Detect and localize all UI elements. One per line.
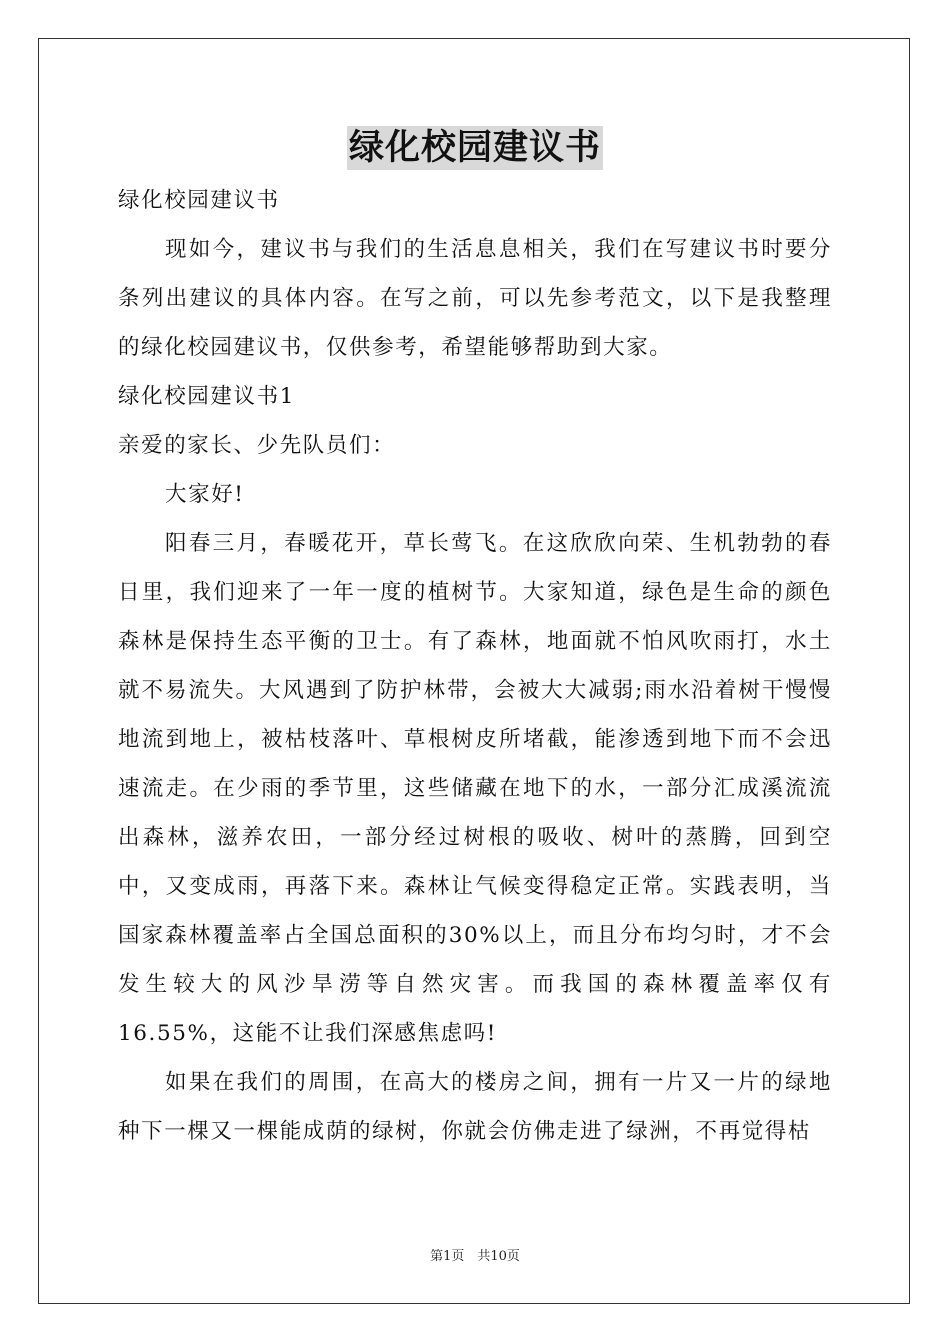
- page-number: 第1页 共10页: [430, 1249, 520, 1264]
- section-heading: 绿化校园建议书1: [118, 384, 295, 409]
- body-paragraph: 如果在我们的周围，在高大的楼房之间，拥有一片又一片的绿地种下一棵又一棵能成荫的绿树，你就会仿佛走进了绿洲，不再觉得枯: [118, 1070, 832, 1144]
- intro-paragraph: 现如今，建议书与我们的生活息息相关，我们在写建议书时要分条列出建议的具体内容。在写之前，可以先参考范文，以下是我整理的绿化校园建议书，仅供参考，希望能够帮助到大家。: [118, 237, 832, 360]
- document-body: [118, 176, 832, 1156]
- greeting: 大家好!: [165, 482, 245, 507]
- body-heading: 绿化校园建议书: [118, 188, 280, 213]
- salutation: 亲爱的家长、少先队员们：: [118, 433, 396, 458]
- document-title: 绿化校园建议书: [348, 128, 601, 168]
- title-container: [0, 126, 950, 170]
- body-paragraph: 阳春三月，春暖花开，草长莺飞。在这欣欣向荣、生机勃勃的春日里，我们迎来了一年一度的植树节。大家知道，绿色是生命的颜色森林是保持生态平衡的卫士。有了森林，地面就不怕风吹雨打，水土就不易流失。大风遇到了防护林带，会被大大减弱;雨水沿着树干慢慢地流到地上，被枯枝落叶、草根树皮所堵截，能渗透到地下而不会迅速流走。在少雨的季节里，这些储藏在地下的水，一部分汇成溪流流出森林，滋养农田，一部分经过树根的吸收、树叶的蒸腾，回到空中，又变成雨，再落下来。森林让气候变得稳定正常。实践表明，当国家森林覆盖率占全国总面积的30%以上，而且分布均匀时，才不会发生较大的风沙旱涝等自然灾害。而我国的森林覆盖率仅有16.55%，这能不让我们深感焦虑吗!: [118, 531, 832, 1046]
